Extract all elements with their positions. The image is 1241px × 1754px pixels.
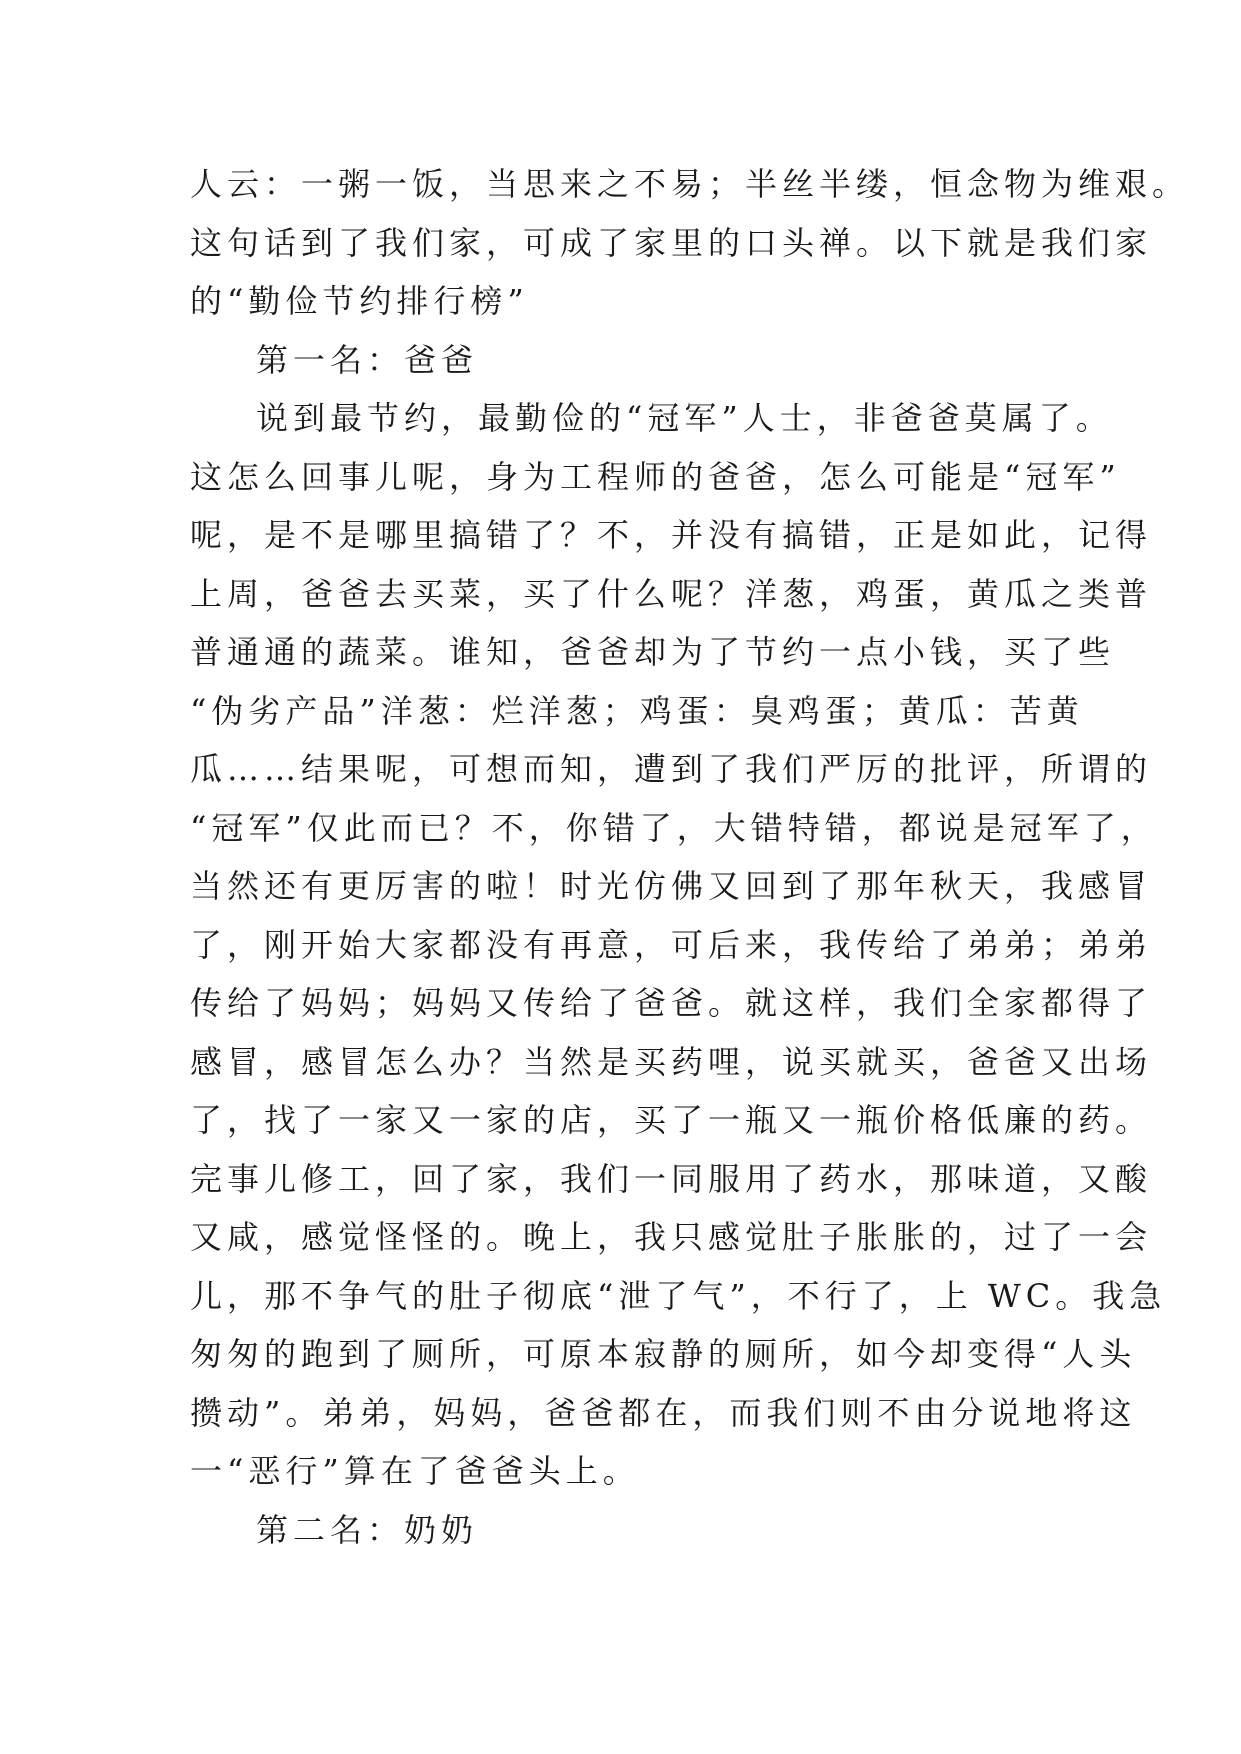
text-line: 这怎么回事儿呢，身为工程师的爸爸，怎么可能是“冠军” xyxy=(190,457,1121,496)
text-line: 瓜……结果呢，可想而知，遭到了我们严厉的批评，所谓的 xyxy=(190,750,1153,788)
text-line: 当然还有更厉害的啦！时光仿佛又回到了那年秋天，我感冒 xyxy=(190,867,1153,905)
text-line: 的“勤俭节约排行榜” xyxy=(190,282,529,320)
body-text xyxy=(190,155,1190,1559)
text-line: 又咸，感觉怪怪的。晚上，我只感觉肚子胀胀的，过了一会 xyxy=(190,1218,1153,1256)
text-line: 普通通的蔬菜。谁知，爸爸却为了节约一点小钱，买了些 xyxy=(190,633,1116,671)
text-line: 了，找了一家又一家的店，买了一瓶又一瓶价格低廉的药。 xyxy=(190,1101,1153,1139)
text-line: 完事儿修工，回了家，我们一同服用了药水，那味道，又酸 xyxy=(190,1159,1153,1198)
text-line: 匆匆的跑到了厕所，可原本寂静的厕所，如今却变得“人头 xyxy=(190,1335,1137,1373)
text-line: 一“恶行”算在了爸爸头上。 xyxy=(190,1452,640,1490)
text-line: 感冒，感冒怎么办？当然是买药哩，说买就买，爸爸又出场 xyxy=(190,1042,1153,1081)
text-line: “冠军”仅此而已？不，你错了，大错特错，都说是冠军了， xyxy=(190,808,1158,847)
section-heading-second-place: 第二名：奶奶 xyxy=(256,1510,479,1549)
text-line: 儿，那不争气的肚子彻底“泄了气”，不行了，上 WC。我急 xyxy=(190,1276,1167,1315)
text-line: “伪劣产品”洋葱：烂洋葱；鸡蛋：臭鸡蛋；黄瓜：苦黄 xyxy=(190,691,1084,730)
text-line: 上周，爸爸去买菜，买了什么呢？洋葱，鸡蛋，黄瓜之类普 xyxy=(190,574,1153,613)
paragraph-start: 说到最节约，最勤俭的“冠军”人士，非爸爸莫属了。 xyxy=(256,399,1113,437)
text-line: 了，刚开始大家都没有再意，可后来，我传给了弟弟；弟弟 xyxy=(190,925,1153,964)
text-line: 传给了妈妈；妈妈又传给了爸爸。就这样，我们全家都得了 xyxy=(190,984,1153,1022)
text-line: 呢，是不是哪里搞错了？不，并没有搞错，正是如此，记得 xyxy=(190,516,1153,554)
text-line: 人云：一粥一饭，当思来之不易；半丝半缕，恒念物为维艰。 xyxy=(190,165,1190,203)
text-line: 攒动”。弟弟，妈妈，爸爸都在，而我们则不由分说地将这 xyxy=(190,1393,1137,1432)
text-line: 这句话到了我们家，可成了家里的口头禅。以下就是我们家 xyxy=(190,223,1153,262)
section-heading-first-place: 第一名：爸爸 xyxy=(256,340,479,379)
